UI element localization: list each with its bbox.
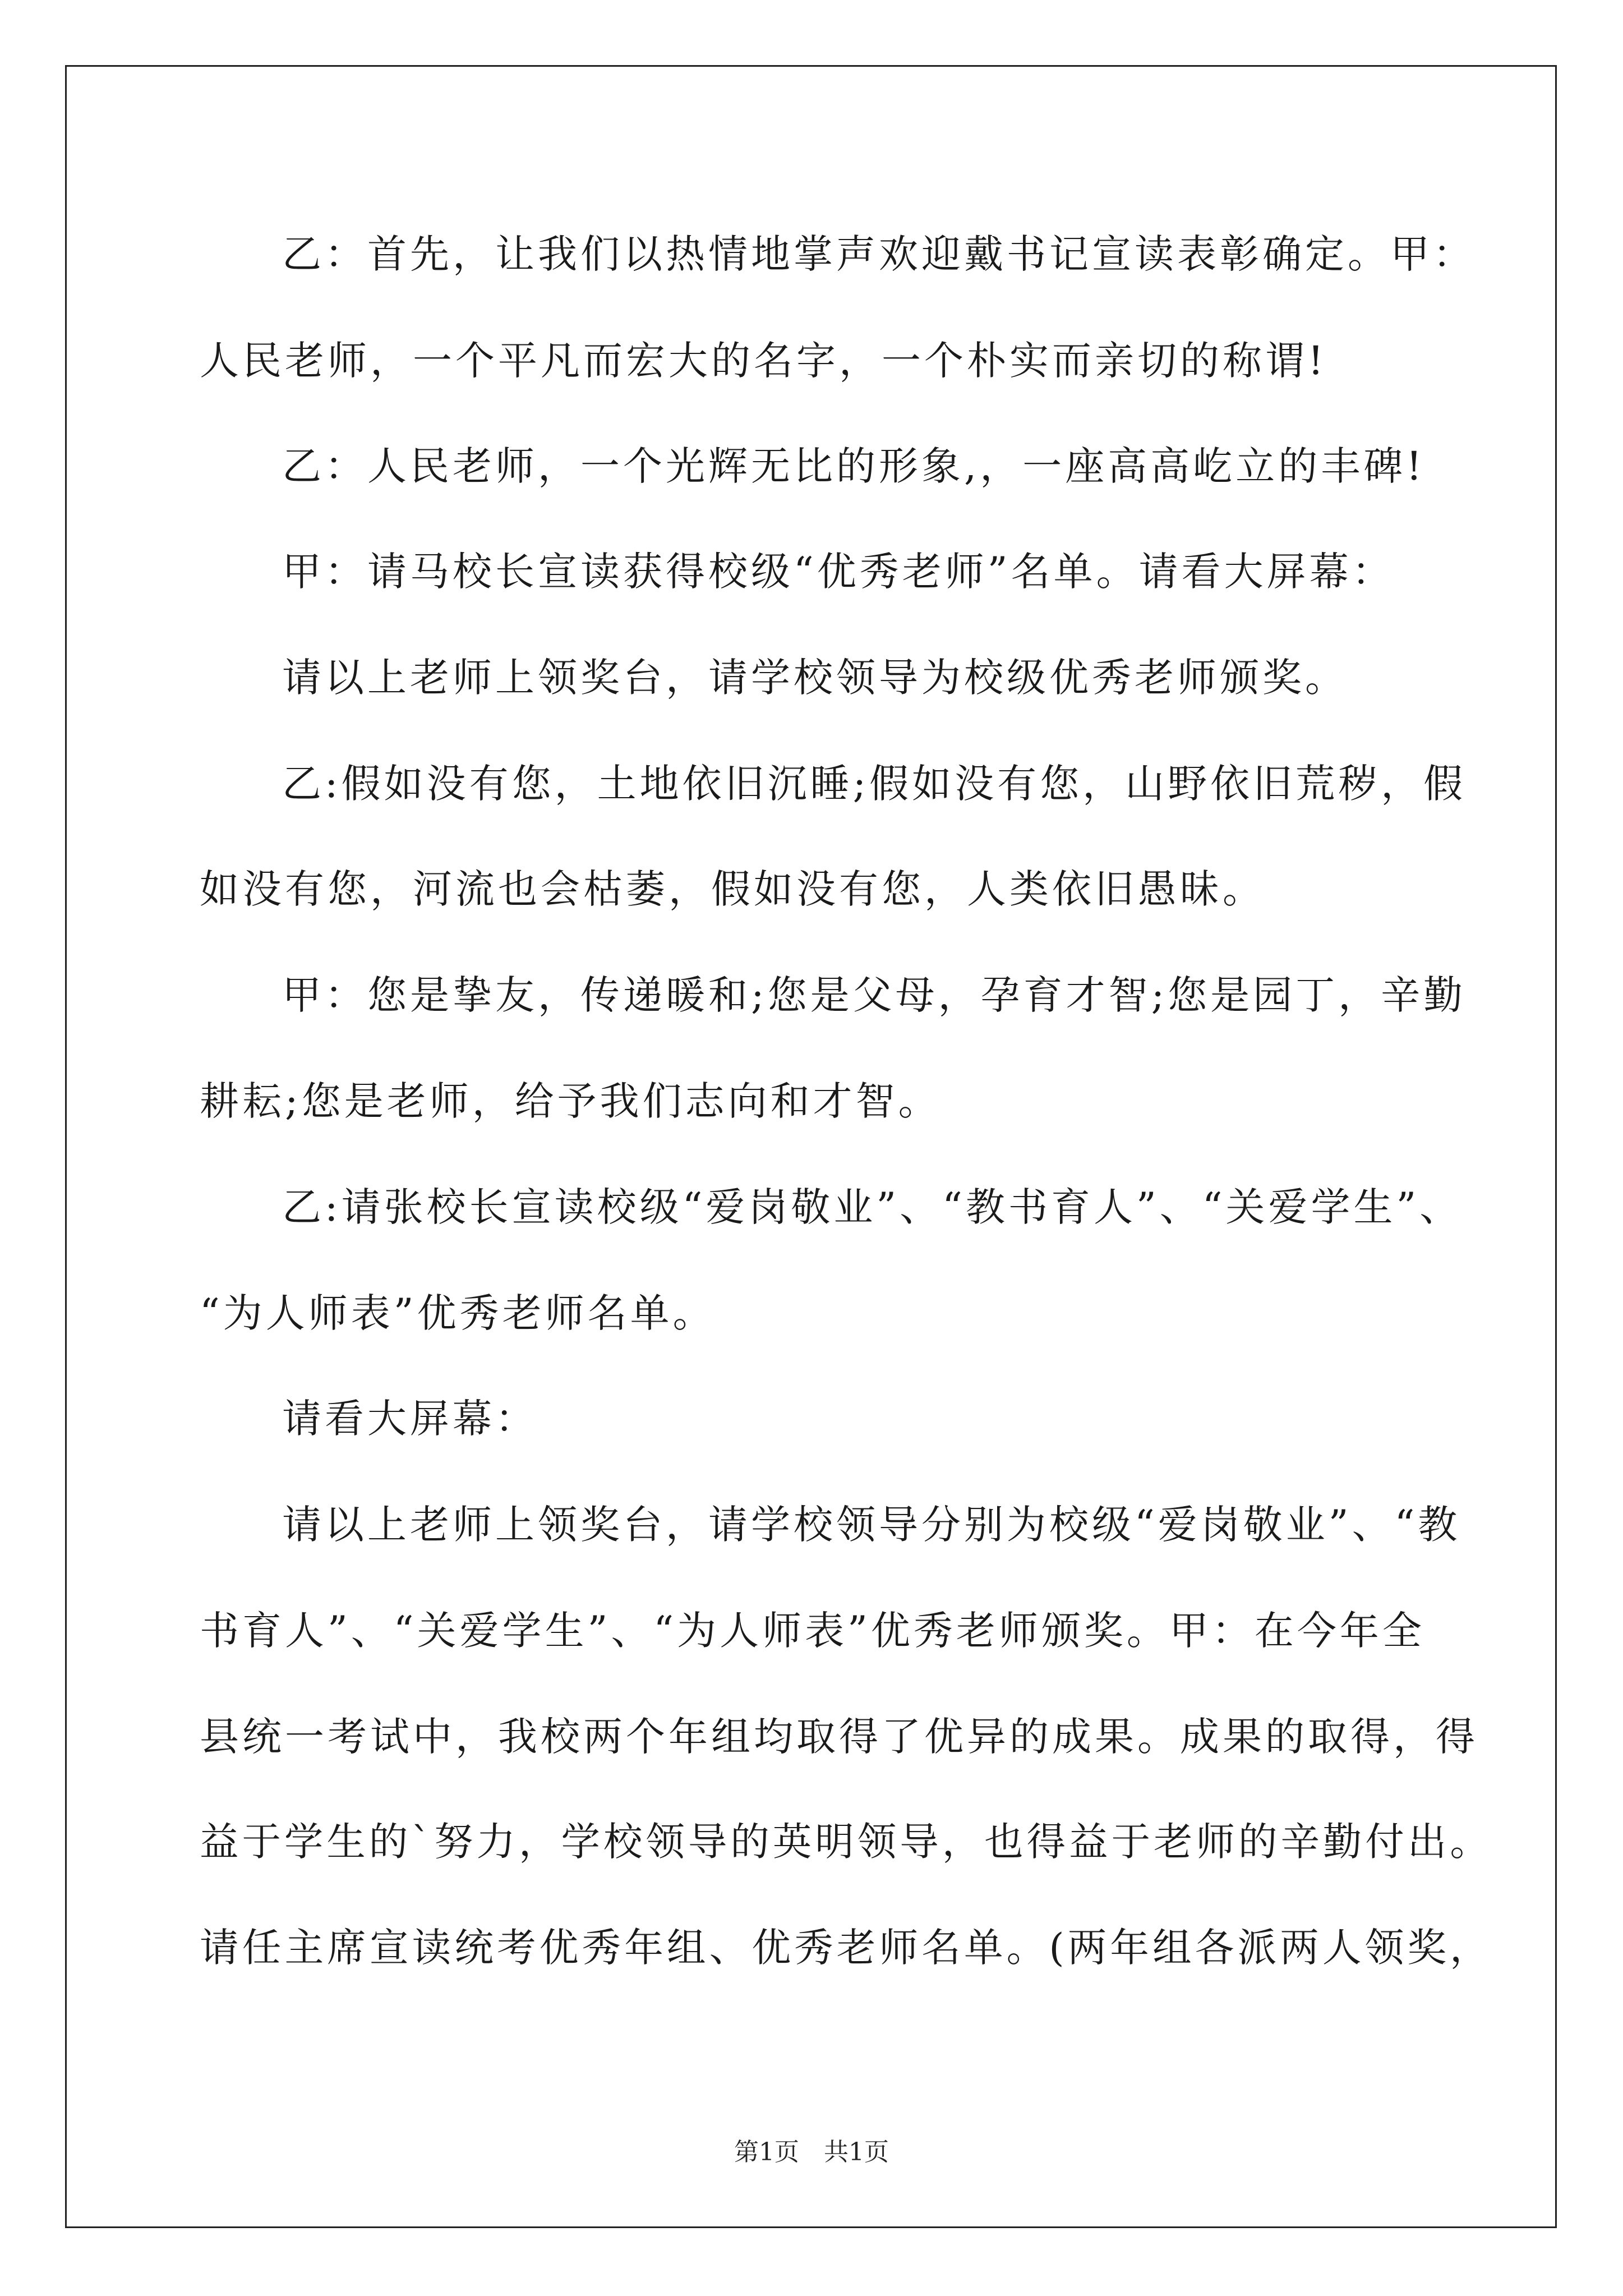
text-line: 益于学生的`努力，学校领导的英明领导，也得益于老师的辛勤付出。 [200, 1820, 1492, 1865]
text-line: 请看大屏幕： [282, 1396, 538, 1442]
text-line: 请以上老师上领奖台，请学校领导为校级优秀老师颁奖。 [282, 655, 1348, 701]
text-line: 耕耘;您是老师，给予我们志向和才智。 [200, 1078, 941, 1124]
text-line: 甲：请马校长宣读获得校级“优秀老师”名单。请看大屏幕： [282, 549, 1395, 595]
text-line: 如没有您，河流也会枯萎，假如没有您，人类依旧愚昧。 [200, 866, 1265, 912]
text-line: 县统一考试中，我校两个年组均取得了优异的成果。成果的取得，得 [200, 1714, 1478, 1760]
text-line: “为人师表”优秀老师名单。 [200, 1290, 716, 1336]
text-line: 乙：人民老师，一个光辉无比的形象,，一座高高屹立的丰碑! [282, 443, 1426, 489]
text-line: 乙:请张校长宣读校级“爱岗敬业”、“教书育人”、“关爱学生”、 [282, 1184, 1463, 1230]
text-line: 请任主席宣读统考优秀年组、优秀老师名单。(两年组各派两人领奖， [200, 1925, 1492, 1971]
text-line: 乙:假如没有您，土地依旧沉睡;假如没有您，山野依旧荒秽，假 [282, 761, 1467, 807]
text-line: 乙：首先，让我们以热情地掌声欢迎戴书记宣读表彰确定。甲： [282, 231, 1476, 277]
page-number-footer: 第1页 共1页 [734, 2138, 889, 2166]
text-line: 请以上老师上领奖台，请学校领导分别为校级“爱岗敬业”、“教 [282, 1502, 1461, 1548]
text-line: 人民老师，一个平凡而宏大的名字，一个朴实而亲切的称谓! [200, 338, 1327, 384]
page-frame [65, 65, 1557, 2228]
text-line: 书育人”、“关爱学生”、“为人师表”优秀老师颁奖。甲：在今年全 [200, 1608, 1425, 1654]
text-line: 甲：您是挚友，传递暖和;您是父母，孕育才智;您是园丁，辛勤 [282, 972, 1467, 1018]
